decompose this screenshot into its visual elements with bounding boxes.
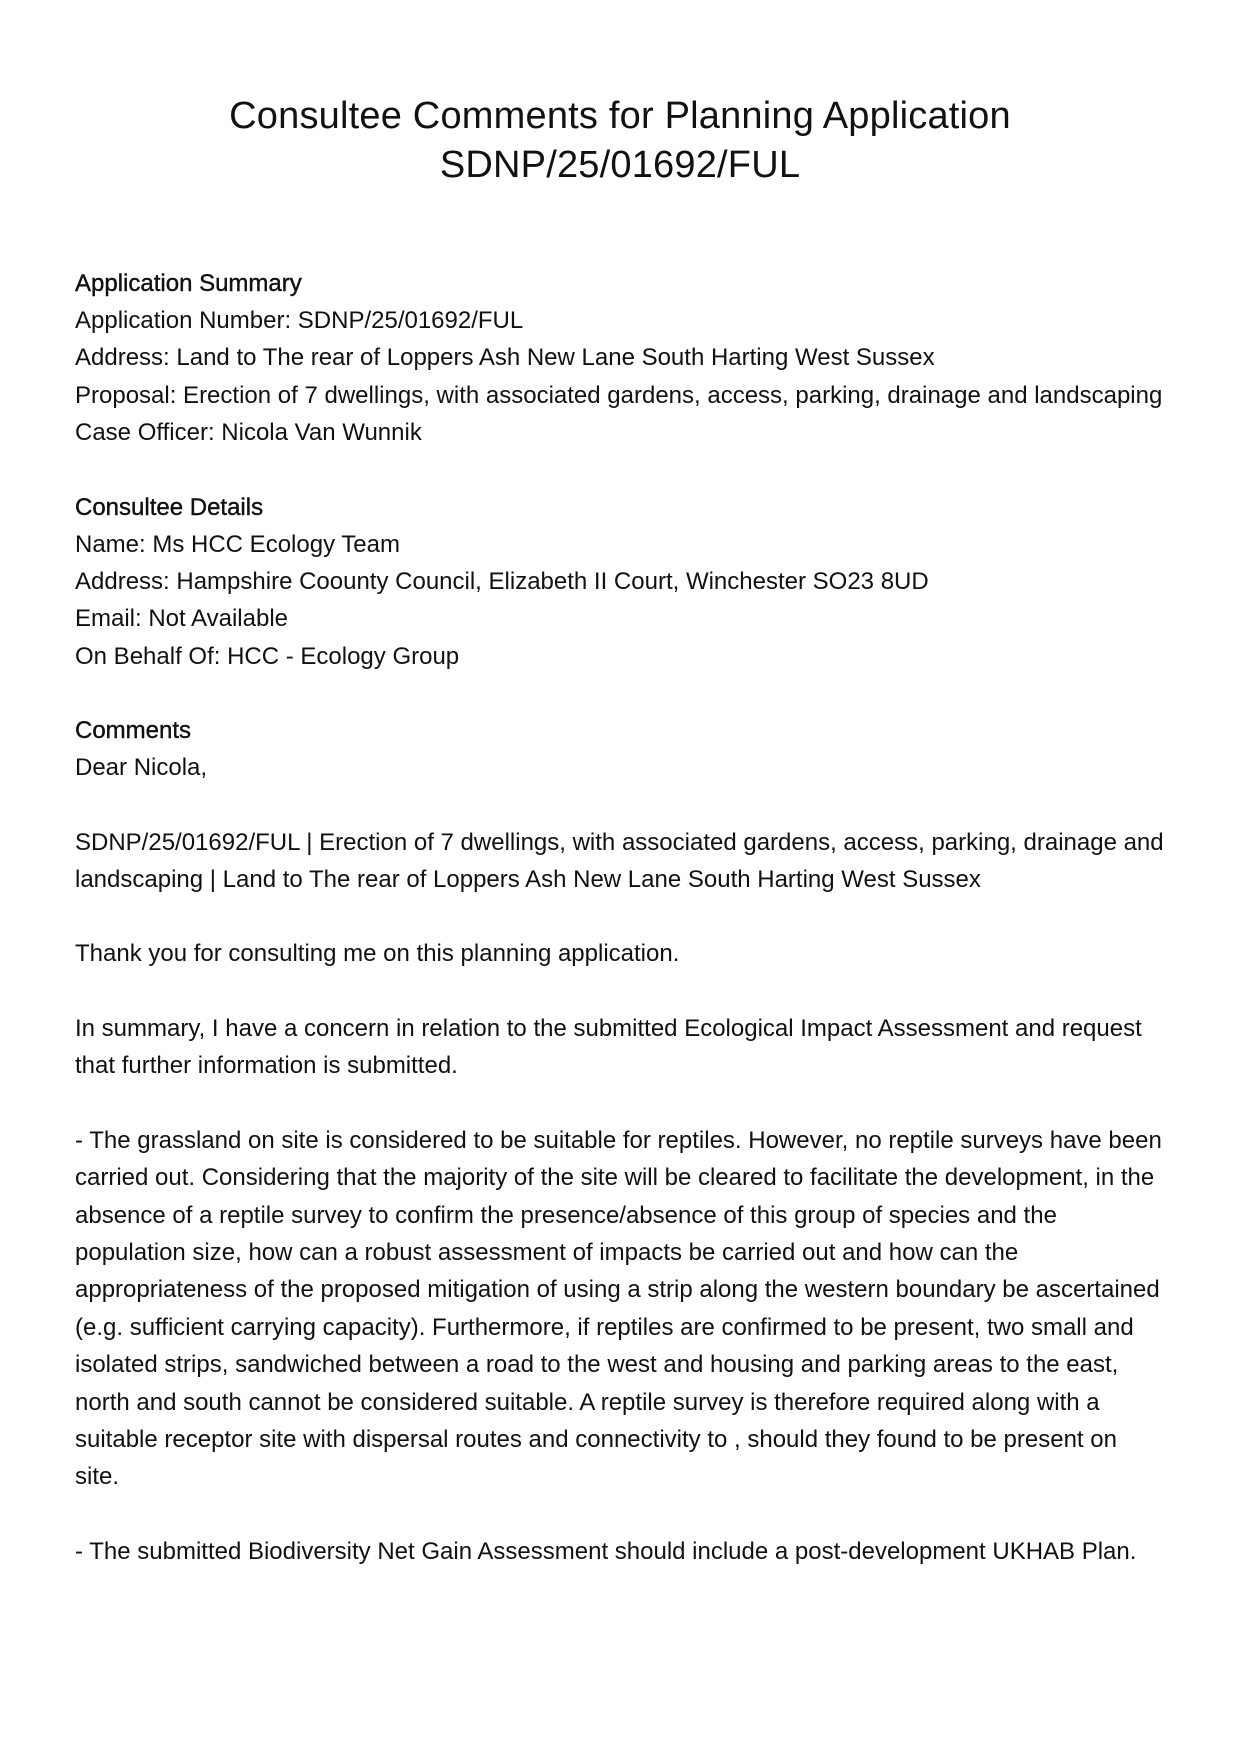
application-summary-heading: Application Summary	[75, 270, 302, 297]
consultee-details-heading: Consultee Details	[75, 493, 264, 521]
application-number: Application Number: SDNP/25/01692/FUL	[75, 307, 524, 334]
consultee-email: Email: Not Available	[75, 605, 288, 633]
comments-section	[75, 712, 1165, 1570]
page-title	[75, 92, 1165, 190]
page-title-line-1: Consultee Comments for Planning Application	[229, 95, 1011, 137]
comments-paragraph: - The submitted Biodiversity Net Gain Assessment should include a post-development UKHAB Plan.	[75, 1537, 1137, 1565]
case-officer: Case Officer: Nicola Van Wunnik	[75, 419, 422, 447]
application-proposal: Proposal: Erection of 7 dwellings, with associated gardens, access, parking, drainage and landscaping	[75, 381, 1163, 409]
comments-paragraph: - The grassland on site is considered to be suitable for reptiles. However, no reptile surveys have been carried out. Considering that the majority of the site will be cleared to facilitate the development, in the absence of a reptile survey to confirm the presence/absence of this group of species and the population size, how can a robust assessment of impacts be carried out and how can the appropriateness of the proposed mitigation of using a strip along the western boundary be ascertained (e.g. sufficient carrying capacity). Furthermore, if reptiles are confirmed to be present, two small and isolated strips, sandwiched between a road to the west and housing and parking areas to the east, north and south cannot be considered suitable. A reptile survey is therefore required along with a suitable receptor site with dispersal routes and connectivity to , should they found to be present on site.	[75, 1126, 1162, 1491]
consultee-name: Name: Ms HCC Ecology Team	[75, 530, 400, 558]
consultee-details-section	[75, 489, 1165, 676]
application-address: Address: Land to The rear of Loppers Ash New Lane South Harting West Sussex	[75, 344, 935, 372]
comments-paragraph: In summary, I have a concern in relation to the submitted Ecological Impact Assessment and request that further information is submitted.	[75, 1014, 1142, 1080]
comments-paragraph: SDNP/25/01692/FUL | Erection of 7 dwellings, with associated gardens, access, parking, drainage and landscaping | Land to The rear of Loppers Ash New Lane South Harting West Sussex	[75, 828, 1164, 894]
consultee-address: Address: Hampshire Coounty Council, Elizabeth II Court, Winchester SO23 8UD	[75, 568, 929, 596]
application-summary-section	[75, 265, 1165, 452]
comments-paragraph: Thank you for consulting me on this planning application.	[75, 940, 680, 968]
consultee-on-behalf-of: On Behalf Of: HCC - Ecology Group	[75, 642, 460, 670]
comments-salutation: Dear Nicola,	[75, 754, 208, 782]
page-title-line-2: SDNP/25/01692/FUL	[439, 144, 801, 186]
comments-heading: Comments	[75, 717, 192, 745]
